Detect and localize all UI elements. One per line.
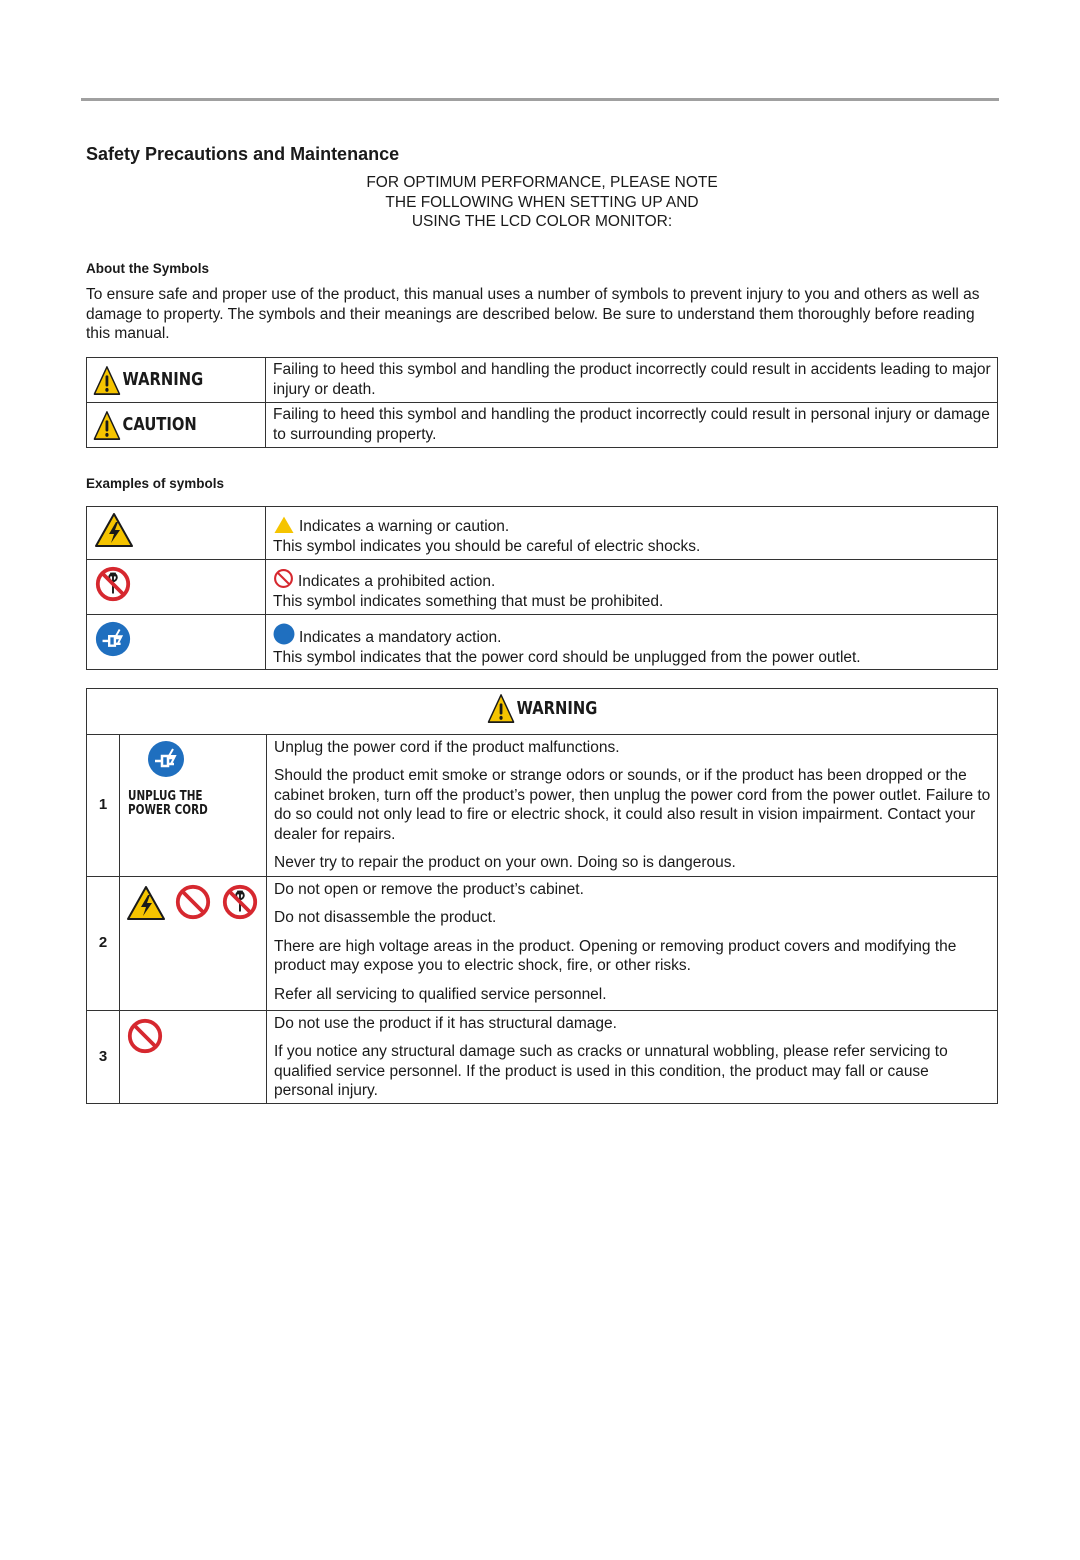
warning-icon xyxy=(93,365,121,396)
warning-paragraph: Do not open or remove the product’s cabinet. xyxy=(274,880,584,898)
electric-shock-warning-icon xyxy=(94,512,134,548)
prohibited-icon xyxy=(273,568,294,589)
example-line1: Indicates a mandatory action. xyxy=(299,629,502,646)
warning-triangle-icon xyxy=(273,515,295,534)
row-number: 1 xyxy=(87,734,120,876)
subtitle xyxy=(250,173,834,232)
warning-icon xyxy=(487,693,515,724)
examples-table xyxy=(86,506,998,670)
unplug-icon xyxy=(94,620,132,658)
caution-icon xyxy=(93,410,121,441)
page-title: Safety Precautions and Maintenance xyxy=(86,144,400,164)
warning-paragraph: There are high voltage areas in the product. Opening or removing product covers and modifying the product may expose you to electric shock, fire, or other risks. xyxy=(274,937,957,974)
row-number: 3 xyxy=(87,1010,120,1103)
warning-table-header: WARNING xyxy=(516,697,598,719)
table-row xyxy=(87,1010,998,1103)
warning-label-cell xyxy=(87,358,266,403)
no-disassemble-icon xyxy=(94,565,132,603)
subtitle-line: THE FOLLOWING WHEN SETTING UP AND xyxy=(385,193,699,211)
warning-paragraph: Unplug the power cord if the product malfunctions. xyxy=(274,738,620,756)
example-line2: This symbol indicates something that must be prohibited. xyxy=(273,592,664,610)
warning-paragraph: If you notice any structural damage such as cracks or unnatural wobbling, please refer servicing to qualified service personnel. If the product is used in this condition, the product may fall or cause personal injury. xyxy=(274,1043,948,1099)
table-row xyxy=(87,403,998,448)
warning-paragraph: Do not disassemble the product. xyxy=(274,909,497,926)
no-disassemble-icon xyxy=(221,883,259,921)
top-rule xyxy=(81,98,999,101)
warning-paragraph: Never try to repair the product on your own. Doing so is dangerous. xyxy=(274,854,736,871)
prohibited-icon xyxy=(126,1017,164,1055)
warning-table xyxy=(86,688,998,1104)
mandatory-dot-icon xyxy=(273,623,295,645)
row-number: 2 xyxy=(87,876,120,1010)
prohibited-icon xyxy=(174,883,212,921)
table-row xyxy=(87,615,998,670)
unplug-icon xyxy=(146,739,186,779)
symbols-table xyxy=(86,357,998,448)
unplug-caption-line: UNPLUG THE xyxy=(128,789,203,804)
example-line1: Indicates a warning or caution. xyxy=(299,518,510,535)
warning-label: WARNING xyxy=(122,369,204,391)
caution-label: CAUTION xyxy=(122,414,197,436)
warning-paragraph: Do not use the product if it has structural damage. xyxy=(274,1014,617,1032)
table-row xyxy=(87,876,998,1010)
table-row xyxy=(87,689,998,735)
warning-paragraph: Should the product emit smoke or strange odors or sounds, or if the product has been dropped or the cabinet broken, turn off the product’s power, then unplug the power cord from the power outlet. Failure to do so could not only lead to fire or electric shock, it could also result in vision impairment. Contact your dealer for repairs. xyxy=(274,767,991,843)
electric-shock-warning-icon xyxy=(126,885,166,921)
table-row xyxy=(87,734,998,876)
table-row xyxy=(87,507,998,560)
caution-label-cell xyxy=(87,403,266,448)
example-line1: Indicates a prohibited action. xyxy=(298,573,496,590)
table-row xyxy=(87,560,998,615)
subtitle-line: FOR OPTIMUM PERFORMANCE, PLEASE NOTE xyxy=(366,174,718,191)
table-row xyxy=(87,358,998,403)
caution-description: Failing to heed this symbol and handling the product incorrectly could result in personal injury or damage to surrounding property. xyxy=(266,403,998,448)
example-line2: This symbol indicates you should be careful of electric shocks. xyxy=(273,537,701,555)
unplug-caption xyxy=(128,790,216,818)
warning-paragraph: Refer all servicing to qualified service personnel. xyxy=(274,985,607,1003)
about-symbols-heading: About the Symbols xyxy=(86,261,210,276)
examples-heading: Examples of symbols xyxy=(86,476,225,491)
about-intro: To ensure safe and proper use of the product, this manual uses a number of symbols to prevent injury to you and others as well as damage to property. The symbols and their meanings are described below. Be sure to understand them thoroughly before reading this manual. xyxy=(86,286,980,342)
unplug-caption-line: POWER CORD xyxy=(128,803,208,818)
subtitle-line: USING THE LCD COLOR MONITOR: xyxy=(411,213,673,230)
warning-description: Failing to heed this symbol and handling the product incorrectly could result in accidents leading to major injury or death. xyxy=(266,358,998,403)
example-line2: This symbol indicates that the power cord should be unplugged from the power outlet. xyxy=(273,648,861,666)
